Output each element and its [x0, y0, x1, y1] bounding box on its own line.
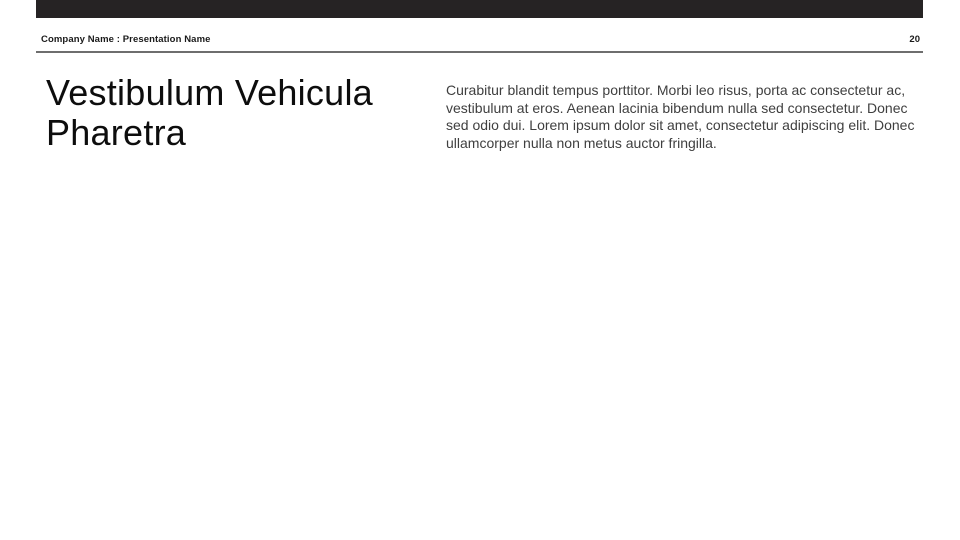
slide-title: Vestibulum Vehicula Pharetra [46, 72, 373, 153]
header-divider [36, 51, 923, 53]
top-accent-bar [36, 0, 923, 18]
page-number: 20 [909, 34, 920, 45]
slide-body-text: Curabitur blandit tempus porttitor. Morbi leo risus, porta ac consectetur ac, vestibulum at eros. Aenean lacinia bibendum nulla sed consectetur. Donec sed odio dui. Lorem ipsum dolor sit amet, consectetur adipiscing elit. Donec ullamcorper nulla non metus auctor fringilla. [446, 82, 915, 151]
company-presentation-label: Company Name : Presentation Name [41, 34, 211, 45]
slide-header [36, 33, 923, 47]
